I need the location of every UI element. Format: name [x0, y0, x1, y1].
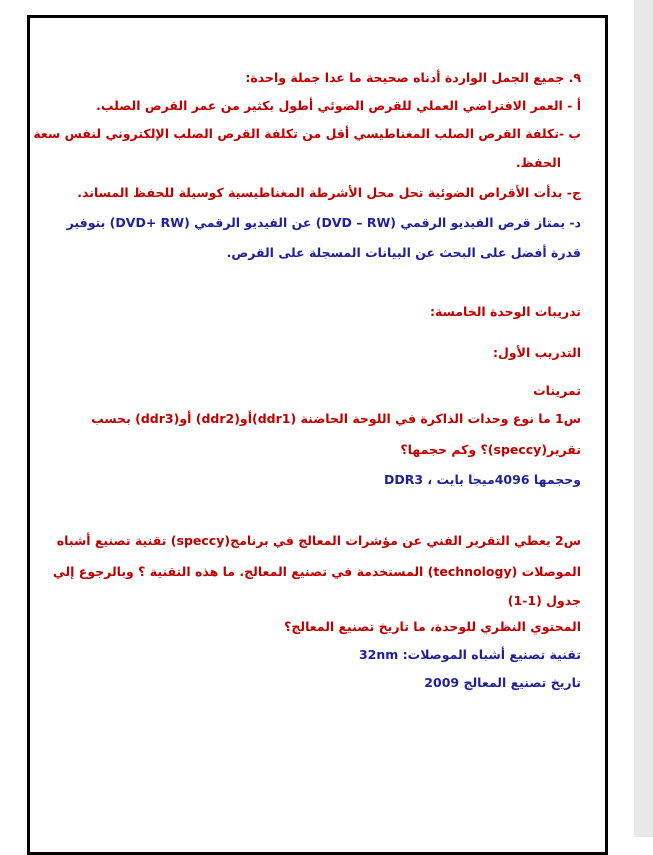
option-b-line2: الحفظ.: [515, 155, 561, 170]
question-9-stem: ٩. جميع الجمل الواردة أدناه صحيحة ما عدا جملة واحدة:: [245, 70, 581, 85]
q2-line3: جدول (1-1): [507, 593, 581, 608]
exercise-title: التدريب الأول:: [493, 345, 581, 360]
option-b-line1: ب -تكلفة القرص الصلب المغناطيسي أقل من تكلفة القرص الصلب الإلكتروني لنفس سعة: [33, 126, 581, 141]
option-a: أ - العمر الافتراضي العملي للقرص الضوئي أطول بكثير من عمر القرص الصلب.: [96, 98, 581, 113]
q2-answer1: تقنية تصنيع أشباه الموصلات: 32nm: [358, 647, 581, 662]
q2-line2: الموصلات (technology) المستخدمة في تصنيع المعالج. ما هذه التقنية ؟ وبالرجوع إلي: [52, 564, 581, 579]
q1-line1: س1 ما نوع وحدات الذاكرة في اللوحة الحاضنة (ddr1)أو(ddr2) أو(ddr3) بحسب: [91, 411, 581, 426]
q1-answer: DDR3 ، وحجمها 4096ميجا بايت: [383, 472, 581, 487]
q1-line2: تقرير(speccy)؟ وكم حجمها؟: [400, 442, 581, 457]
side-scroll-strip: [634, 0, 653, 837]
q2-answer2: تاريخ تصنيع المعالج 2009: [424, 675, 581, 690]
q2-line1: س2 يعطي التقرير الفني عن مؤشرات المعالج في برنامج(speccy) تقنية تصنيع أشباه: [56, 533, 581, 548]
exercises-label: تمرينات: [533, 383, 581, 398]
q2-line4: المحتوي النظري للوحدة، ما تاريخ تصنيع المعالج؟: [284, 619, 581, 634]
option-d-line1: د- يمتاز قرص الفيديو الرقمي (DVD – RW) عن الفيديو الرقمي (DVD+ RW) بتوفير: [66, 215, 581, 230]
option-c: ج- بدأت الأقراص الضوئية تحل محل الأشرطة المغناطيسية كوسيلة للحفظ المساند.: [77, 185, 581, 200]
document-page: [27, 15, 608, 855]
unit5-heading: تدريبات الوحدة الخامسة:: [429, 304, 581, 319]
option-d-line2: قدرة أفضل على البحث عن البيانات المسجلة على القرص.: [226, 245, 581, 260]
